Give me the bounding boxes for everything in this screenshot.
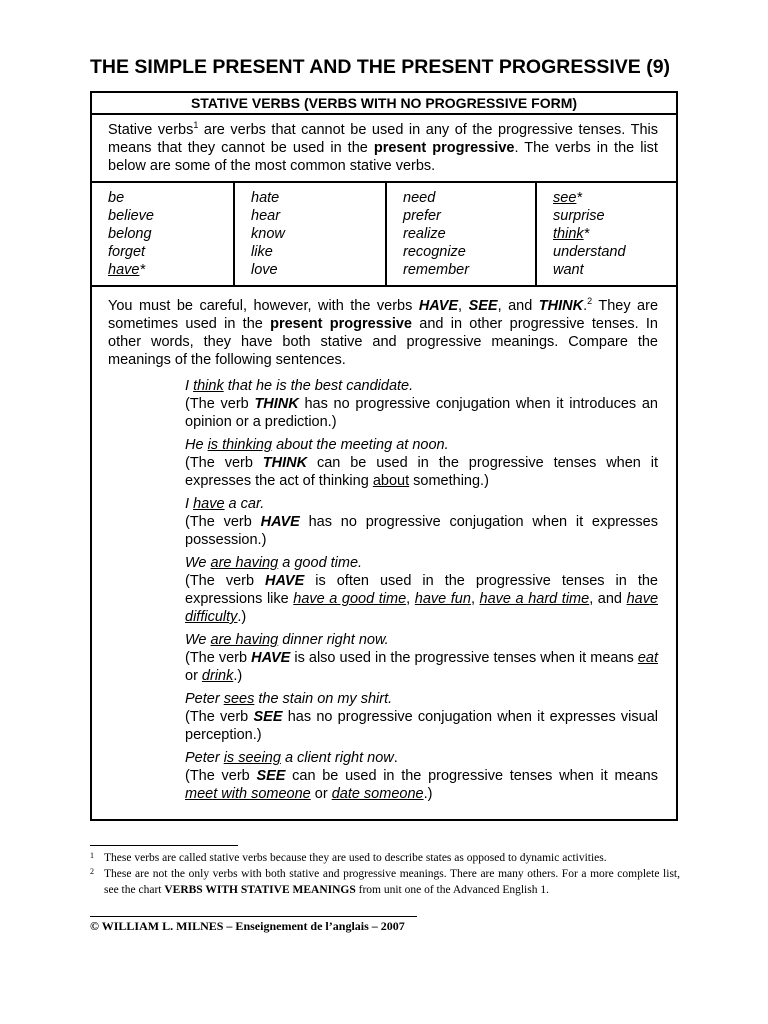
- verb-column-2: [233, 183, 385, 285]
- example-explanation: (The verb THINK can be used in the progressive tenses when it expresses the act of thinking about something.): [185, 455, 658, 489]
- example-explanation: (The verb SEE can be used in the progressive tenses when it means meet with someone or date someone.): [185, 768, 658, 802]
- verb-column-3: [385, 183, 535, 285]
- verb-item: remember: [403, 262, 470, 278]
- example-4: [185, 554, 658, 626]
- verb-item: belong: [108, 226, 152, 242]
- verb-item: understand: [553, 244, 626, 260]
- example-explanation: (The verb THINK has no progressive conjugation when it introduces an opinion or a prediction.): [185, 396, 658, 430]
- example-explanation: (The verb HAVE has no progressive conjugation when it expresses possession.): [185, 514, 658, 548]
- example-sentence: I think that he is the best candidate.: [185, 378, 414, 394]
- verb-item: surprise: [553, 208, 605, 224]
- example-explanation: (The verb HAVE is often used in the progressive tenses in the expressions like have a good time, have fun, have a hard time, and have difficulty.): [185, 573, 659, 625]
- footnote-2: 2 These are not the only verbs with both stative and progressive meanings. There are many others. For a more complete list, see the chart VERBS WITH STATIVE MEANINGS from unit one of the Advanced English 1.: [90, 867, 680, 896]
- verb-item: have*: [108, 262, 146, 278]
- verb-item: know: [251, 226, 285, 242]
- example-6: [185, 690, 658, 744]
- verb-item: be: [108, 190, 125, 206]
- verb-item: forget: [108, 244, 146, 260]
- example-explanation: (The verb SEE has no progressive conjugation when it expresses visual perception.): [185, 709, 658, 743]
- verb-item: hate: [251, 190, 280, 206]
- verb-item: hear: [251, 208, 281, 224]
- verb-column-4: [535, 183, 676, 285]
- verb-item: recognize: [403, 244, 466, 260]
- example-sentence: He is thinking about the meeting at noon.: [185, 437, 449, 453]
- page-title: THE SIMPLE PRESENT AND THE PRESENT PROGRESSIVE (9): [90, 56, 671, 78]
- example-sentence: I have a car.: [185, 496, 265, 512]
- copyright: © WILLIAM L. MILNES – Enseignement de l’anglais – 2007: [90, 919, 405, 933]
- copyright-divider: [90, 916, 417, 917]
- verb-item: realize: [403, 226, 446, 242]
- footnote-1: 1 These verbs are called stative verbs because they are used to describe states as opposed to dynamic activities.: [90, 851, 607, 864]
- verb-item: need: [403, 190, 436, 206]
- footnotes: [90, 850, 680, 898]
- intro-paragraph: Stative verbs$^1$ are verbs that cannot be used in any of the progressive tenses. This means that they cannot be used in the present progressive. The verbs in the list below are some of the most common stative verbs.: [92, 115, 676, 183]
- example-3: [185, 495, 658, 549]
- verb-list: [92, 183, 676, 287]
- box-header: STATIVE VERBS (VERBS WITH NO PROGRESSIVE FORM): [92, 93, 676, 115]
- example-5: [185, 631, 658, 685]
- footnote-ref-1[interactable]: 1: [193, 120, 199, 131]
- example-7: [185, 749, 658, 803]
- example-2: [185, 436, 658, 490]
- verb-item: like: [251, 244, 273, 260]
- footnote-divider: [90, 845, 238, 846]
- verb-column-1: [92, 183, 233, 285]
- verb-item: see*: [553, 190, 583, 206]
- footnote-ref-2[interactable]: 2: [587, 296, 593, 307]
- verb-item: love: [251, 262, 278, 278]
- example-explanation: (The verb HAVE is also used in the progressive tenses when it means eat or drink.): [185, 650, 658, 684]
- example-sentence: We are having dinner right now.: [185, 632, 389, 648]
- example-1: [185, 377, 658, 431]
- examples: [185, 377, 658, 803]
- verb-item: prefer: [403, 208, 441, 224]
- example-sentence: Peter sees the stain on my shirt.: [185, 691, 393, 707]
- caution-paragraph: You must be careful, however, with the verbs HAVE, SEE, and THINK.$^2$ They are sometimes used in the present progressive and in other progressive tenses. In other words, they have both stative and progressive meanings. Compare the meanings of the following sentences.: [108, 296, 659, 368]
- example-sentence: Peter is seeing a client right now.: [185, 750, 398, 766]
- verb-item: want: [553, 262, 584, 278]
- verb-item: think*: [553, 226, 590, 242]
- verb-item: believe: [108, 208, 154, 224]
- stative-verbs-box: [90, 91, 678, 821]
- example-sentence: We are having a good time.: [185, 555, 363, 571]
